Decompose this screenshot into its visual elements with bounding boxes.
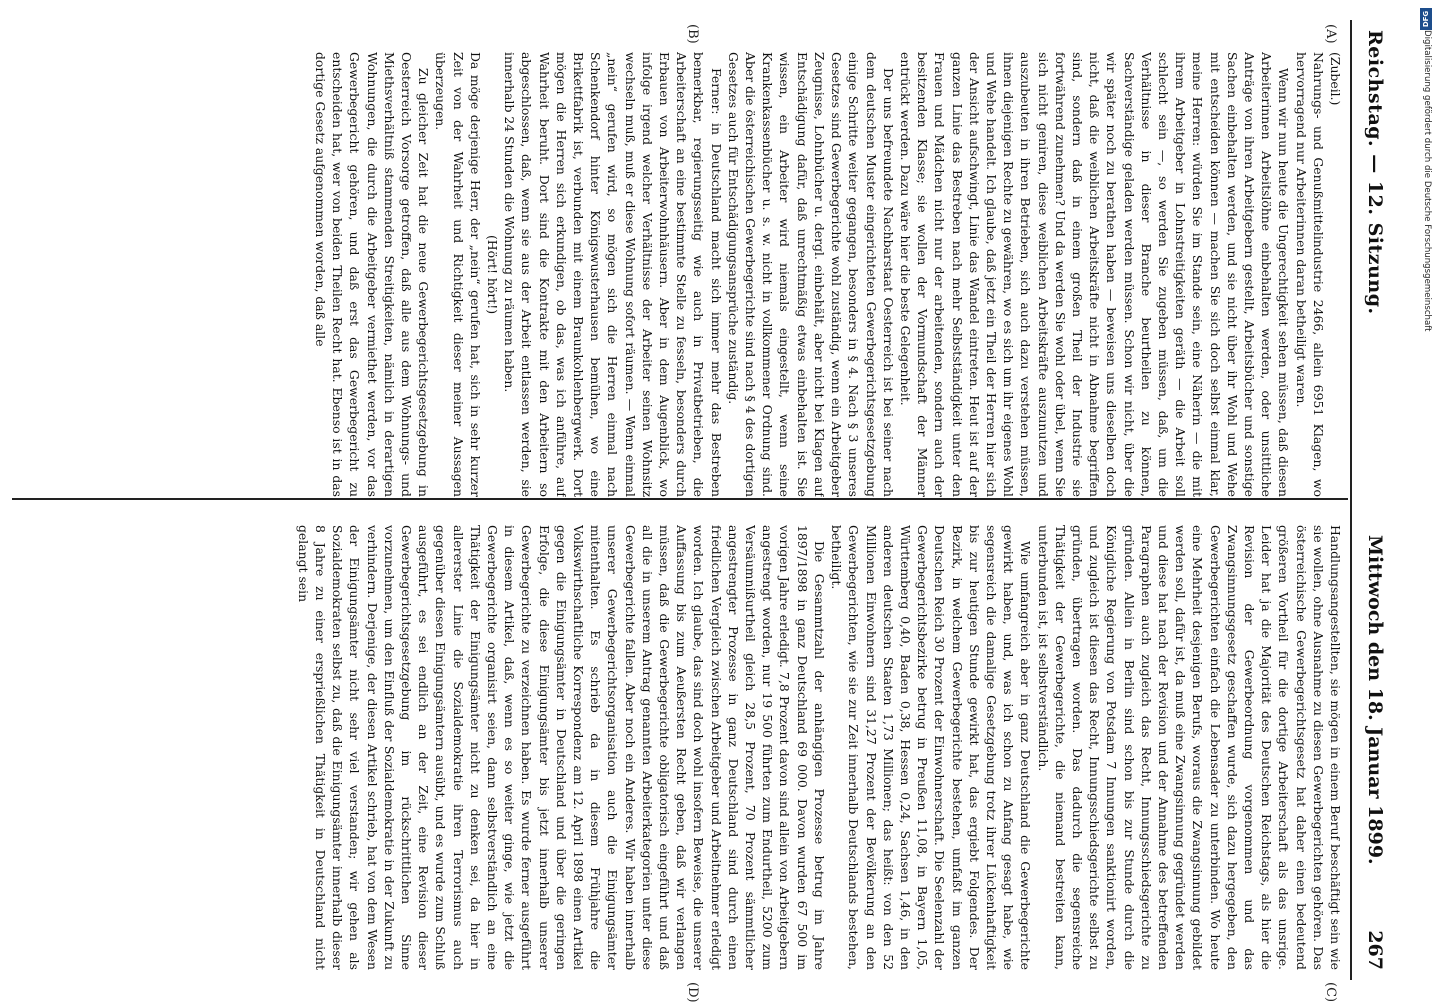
margin-marker-c: (C) [1323, 982, 1338, 1003]
paragraph: Ferner: in Deutschland macht sich immer mehr das Bestreben bemerkbar, regierungsseitig wie auch in Privatbetrieben, die Arbeiterschaft an eine bestimmte Stelle zu fesseln, besonders durch Erbauen von Arbeiterwohnhäusern. Aber in dem Augenblick, wo infolge irgend welcher Verhältnisse der Arbeiter seinen Wohnsitz wechseln muß, muß er diese Wohnung sofort räumen. — Wenn einmal „nein“ gerufen wird, so mögen sich die Herren einmal nach Schenkendorf hinter Königswusterhausen bemühen, wo eine Brikettfabrik ist, verbunden mit einem Braunkohlenbergwerk. Dort mögen die Herren sich erkundigen, ob das, was ich anführe, auf Wahrheit beruht. Dort sind die Kontrakte mit den Arbeitern so abgeschlossen, daß, wenn sie aus der Arbeit entlassen werden, sie innerhalb 24 Stunden die Wohnung zu räumen haben. [502, 52, 724, 497]
paragraph: Zu gleicher Zeit hat die neue Gewerbegerichtsgesetzgebung in Oesterreich Vorsorge getroffen, daß alle aus dem Wohnungs- und Miethsverhältniß stammenden Streitigkeiten, nämlich in derartigen Wohnungen, die durch die Arbeitgeber vermiethet werden, vor das Gewerbegericht gehören, und daß erst das Gewerbegericht zu entscheiden hat, wer von beiden Theilen Recht hat. Ebenso ist in das dortige Gesetz aufgenommen worden, daß alle [313, 52, 432, 497]
header-date: Mittwoch den 18. Januar 1899. [1364, 535, 1386, 865]
page-number: 267 [1364, 930, 1386, 970]
digitization-note: Digitalisierung gefördert durch die Deutsche Forschungsgemeinschaft [1422, 30, 1432, 332]
right-text-column [24, 525, 1344, 970]
paragraph: Handlungsangestellten, sie mögen in einem Beruf beschäftigt sein wie sie wollen, ohne Ausnahme zu diesen Gewerbegerichten gehören. Das österreichische Gewerbegerichtsgesetz hat daher einen bedeutend größeren Vortheil für die dortige Arbeiterschaft als das unsrige. Leider hat ja die Majorität des Deutschen Reichstags, als hier die Revision der Gewerbeordnung vorgenommen und das Zwangsinnungsgesetz geschaffen wurde, sich dazu hergegeben, den Gewerbegerichten einfach die Lebensader zu unterbinden. Wo heute eine Mehrheit desjenigen Berufs, woraus die Zwangsinnung gebildet werden soll, dafür ist, da muß eine Zwangsinnung gegründet werden und diese hat nach der Revision und der Annahme des betreffenden Paragraphen auch zugleich das Recht, Innungsschiedsgerichte zu gründen. Allein in Berlin sind schon bis zur Stunde durch die Königliche Regierung von Potsdam 7 Innungen sanktionirt worden, und zugleich ist diesen das Recht, Innungsschiedsgerichte selbst zu gründen, übertragen worden. Das dadurch die segensreiche Thätigkeit der Gewerbegerichte, die niemand bestreiten kann, unterbunden ist, ist selbstverständlich. [1035, 525, 1343, 970]
paragraph: Wenn wir nun heute die Ungerechtigkeit sehen müssen, daß diesen Arbeiterinnen Arbeitslöhne einbehalten werden, oder unsittliche Anträge von ihren Arbeitgebern gestellt, Arbeitsbücher und sonstige Sachen einbehalten werden, und sie nicht über ihr Wohl und Wehe mit entscheiden können — machen Sie sich doch selbst einmal klar, meine Herren: würden Sie im Stande sein, eine Näherin — die mit ihrem Arbeitgeber in Lohnstreitigkeiten geräth — die Arbeit soll schlecht sein —, so werden Sie zugeben müssen, daß, um die Verhältnisse in dieser Branche beurtheilen zu können, Sachverständige geladen werden müssen. Schon wir nicht, über die wir später noch zu berathen haben — beweisen uns dieselben doch nicht, daß die weiblichen Arbeitskräfte nicht in Abnahme begriffen sind, sondern daß in einem großen Theil der Industrie sie fortwährend zunehmen? Und da werden Sie wohl oder übel, wenn Sie sich nicht geniren, diese weiblichen Arbeitskräfte auszunutzen und auszubeuten in ihren Betrieben, sich auch dazu verstehen müssen, ihnen diejenigen Rechte zu gewähren, wo es sich um ihr eigenes Wohl und Wehe handelt. Ich glaube, daß jetzt ein Theil der Herren hier sich der Ansicht aufschwingt, Linie das Wandel eintreten. Heut ist auf der ganzen Linie das Bestreben nach mehr Selbstständigkeit unter den Frauen und Mädchen nicht nur der arbeitenden, sondern auch der besitzenden Klasse; sie wollen der Vormundschaft der Männer entrückt werden. Dazu wäre hier die beste Gelegenheit. [897, 52, 1292, 497]
running-header [1352, 20, 1392, 980]
margin-marker-b: (B) [685, 24, 700, 44]
column-divider [12, 498, 1348, 500]
dfg-logo: DFG [1420, 8, 1432, 30]
margin-marker-d: (D) [685, 982, 700, 1003]
paragraph: (Zubeil.) [1328, 52, 1343, 106]
paragraph: Da möge derjenige Herr, der „nein“ gerufen hat, sich in sehr kurzer Zeit von der Wahrheit und Richtigkeit dieser meiner Aussagen überzeugen. [433, 52, 483, 497]
paragraph: Der uns befreundete Nachbarstaat Oesterreich ist bei seiner nach dem deutschen Muster eingerichteten Gewerbegerichtsgesetzgebung einige Schritte weiter gegangen, besonders in § 4. Nach § 3 unseres Gesetzes sind Gewerbegerichte wohl zuständig, wenn ein Arbeitgeber Zeugnisse, Lohnbücher u. dergl. einbehält, aber nicht bei Klagen auf Entschädigung dafür, daß unrechtmäßig etwas einbehalten ist. Sie wissen, ein Arbeiter wird niemals eingestellt, wenn seine Krankenkassenbücher u. s. w. nicht in vollkommener Ordnung sind. Aber die österreichischen Gewerbegerichte sind nach § 4 des dortigen Gesetzes auch für Entschädigungsansprüche zuständig. [725, 52, 896, 497]
paragraph: Die Gesammtzahl der anhängigen Prozesse betrug im Jahre 1897/1898 in ganz Deutschland 69 000. Davon wurden 67 500 im vorigen Jahre erledigt. 7,8 Prozent davon sind allein von Arbeitgebern angestrengt worden, nur 19 500 führten zum Endurtheil, 5200 zum Versäumnißurtheil gleich 28,5 Prozent, 70 Prozent sämmtlicher angestrengter Prozesse in ganz Deutschland sind durch einen friedlichen Vergleich zwischen Arbeitgeber und Arbeitnehmer erledigt worden. Ich glaube, das sind doch wohl insofern Beweise, die unserer Auffassung bis zum Aeußersten Recht geben, daß wir verlangen müssen, daß die Gewerbegerichte obligatorisch eingeführt und daß all die in unserem Antrag genannten Arbeiterkategorien unter diese Gewerbegerichte fallen. Aber noch ein Anderes. Wir haben innerhalb unserer Gewerbegerichtsorganisation auch die Einigungsämter mitenthalten. Es schrieb da in diesem Frühjahre die Volkswirthschaftliche Korrespondenz am 12. April 1898 einen Artikel gegen die Einigungsämter in Deutschland und über die geringen Erfolge, die diese Einigungsämter bis jetzt innerhalb unserer Gewerbegerichte zu verzeichnen haben. Es wurde ferner ausgeführt in diesem Artikel, daß, wenn es so weiter ginge, wie jetzt die Gewerbegerichte organisirt seien, dann selbstverständlich an eine Thätigkeit der Einigungsämter nicht zu denken sei, da hier in allererster Linie die Sozialdemokratie ihren Terrorismus auch gegenüber diesen Einigungsämtern ausübt, und es wurde zum Schluß ausgeführt, es sei endlich an der Zeit, eine Revision dieser Gewerbegerichtsgesetzgebung im rückschrittlichen Sinne vorzunehmen, um den Einfluß der Sozialdemokratie in der Zukunft zu verhindern. Derjenige, der diesen Artikel schrieb, hat von dem Wesen der Einigungsämter nicht sehr viel verstanden; wir gehen als Sozialdemokraten selbst zu, daß die Einigungsämter innerhalb dieser 8 Jahre zu einer ersprießlichen Thätigkeit in Deutschland nicht gelangt sein [295, 525, 827, 970]
paragraph: Nahrungs- und Genußmittelindustrie 2466, allein 6951 Klagen, wo hervorragend nur Arbeiterinnen daran betheiligt waren. [1293, 52, 1326, 497]
paragraph: Wie umfangreich aber in ganz Deutschland die Gewerbegerichte gewirkt haben, und, was ich schon zu Anfang gesagt habe, wie segensreich die damalige Gesetzgebung trotz ihrer Lückenhaftigkeit bis zur heutigen Stunde gewirkt hat, das ergiebt Folgendes. Der Bezirk, in welchem Gewerbegerichte bestehen, umfaßt im ganzen Deutschen Reich 30 Prozent der Einwohnerschaft. Die Seelenzahl der Gewerbegerichtsbezirke betrug in Preußen 11,08, in Bayern 1,05, Württemberg 0,40, Baden 0,38, Hessen 0,24, Sachsen 1,46, in den anderen deutschen Staaten 1,73 Millionen; das heißt: von den 52 Millionen Einwohnern sind 31,27 Prozent der Bevölkerung an den Gewerbegerichten, wie sie zur Zeit innerhalb Deutschlands bestehen, betheiligt. [829, 525, 1034, 970]
left-text-column [24, 52, 1344, 497]
header-title: Reichstag. — 12. Sitzung. [1364, 30, 1386, 315]
header-rule [1350, 20, 1352, 980]
margin-marker-a: (A) [1323, 24, 1338, 44]
paragraph: (Hört! hört!) [485, 234, 501, 315]
